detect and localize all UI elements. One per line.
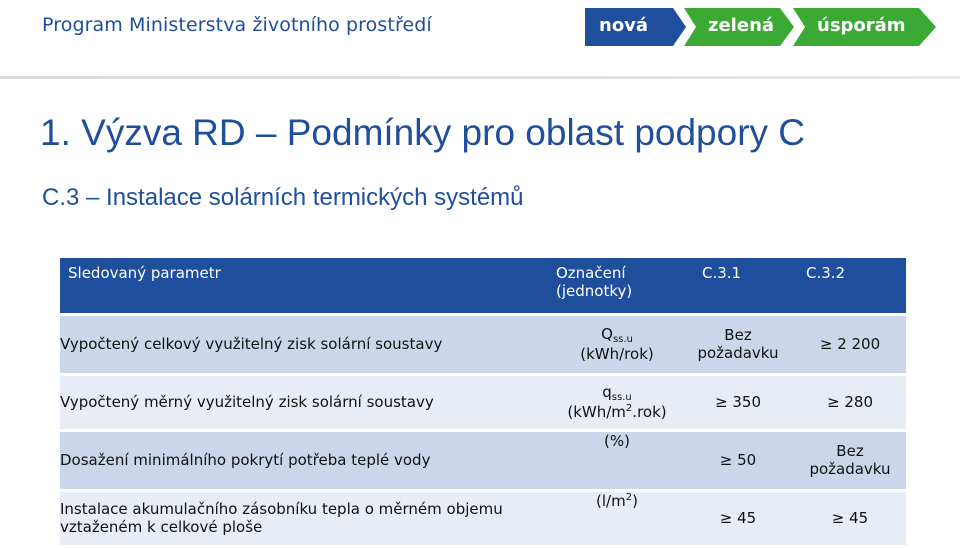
unit-suffix: ) [632,491,638,510]
brand-usporam-arrow [793,8,936,46]
page-subtitle: C.3 – Instalace solárních termických systémů [42,184,524,211]
header-divider [0,76,960,79]
c31-cell: ≥ 45 [682,490,794,546]
brand-zelena-arrow [684,8,794,46]
table-row [60,374,906,430]
brand-nova-arrow [585,8,686,46]
unit: (kWh/rok) [580,345,654,363]
brand-zelena-label: zelená [708,15,775,36]
brand-usporam-label: úsporám [817,15,906,36]
parameter-cell: Dosažení minimálního pokrytí potřeba teplé vody [60,430,552,490]
c31-cell: Bez požadavku [682,314,794,374]
header-c32: C.3.2 [794,258,906,314]
unit: (kWh/m [567,403,626,421]
symbol-subscript: ss.u [611,392,632,403]
unit-cell [552,314,682,374]
table-row [60,430,906,490]
c31-cell: ≥ 350 [682,374,794,430]
brand-nova-label: nová [599,15,649,36]
parameter-cell: Vypočtený celkový využitelný zisk solární soustavy [60,314,552,374]
unit-superscript: 2 [625,403,633,414]
symbol-subscript: ss.u [612,334,633,345]
table-header-row [60,258,906,314]
parameter-cell: Vypočtený měrný využitelný zisk solární soustavy [60,374,552,430]
program-title: Program Ministerstva životního prostředí [42,14,432,36]
unit: (l/m [596,491,626,510]
symbol: Q [601,325,613,343]
header-parameter: Sledovaný parametr [60,258,552,314]
parameter-cell: Instalace akumulačního zásobníku tepla o měrném objemu vztaženém k celkové ploše [60,490,552,546]
unit-cell [552,374,682,430]
page-title: 1. Výzva RD – Podmínky pro oblast podpory C [40,112,806,153]
symbol: q [602,383,612,401]
header-c31: C.3.1 [682,258,794,314]
c32-cell: Bez požadavku [794,430,906,490]
header-unit: Označení (jednotky) [552,258,682,314]
table-row [60,490,906,546]
unit-suffix: .rok) [632,403,667,421]
c32-cell: ≥ 2 200 [794,314,906,374]
unit-superscript: 2 [625,491,633,503]
conditions-table [60,258,906,548]
unit-cell: (%) [552,430,682,490]
c31-cell: ≥ 50 [682,430,794,490]
table-row [60,314,906,374]
c32-cell: ≥ 45 [794,490,906,546]
unit-cell [552,490,682,546]
c32-cell: ≥ 280 [794,374,906,430]
